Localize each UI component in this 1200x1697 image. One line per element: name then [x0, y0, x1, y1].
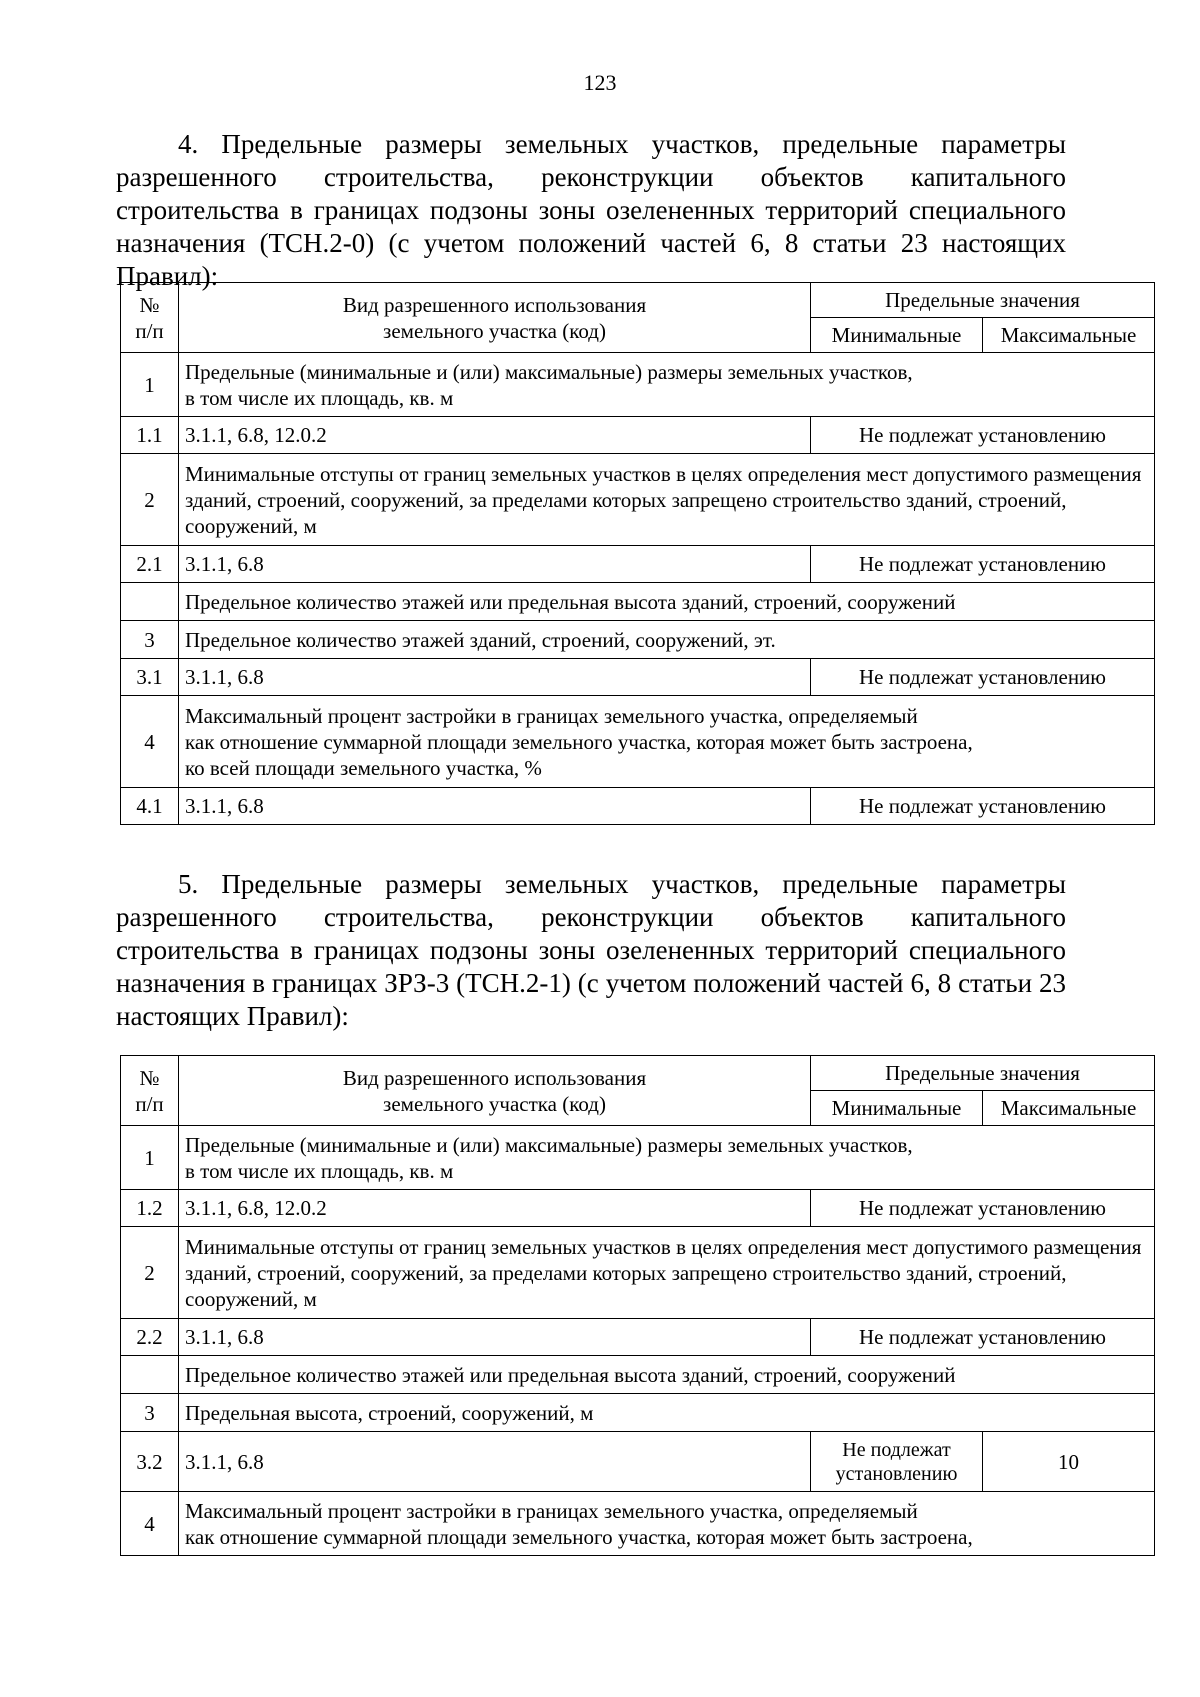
row-value: Не подлежат установлению — [811, 546, 1155, 583]
table-row — [121, 1492, 1155, 1556]
row-text: Минимальные отступы от границ земельных участков в целях определения мест допустимого размещения зданий, строений, сооружений, за пределами которых запрещено строительство зданий, строений, сооружений, м — [179, 454, 1155, 546]
row-num — [121, 1356, 179, 1394]
header-limits: Предельные значения — [811, 1056, 1155, 1091]
row-code: 3.1.1, 6.8 — [179, 1432, 811, 1492]
section-4-table — [120, 282, 1155, 825]
row-max-value: 10 — [983, 1432, 1155, 1492]
row-text: Предельное количество этажей или предельная высота зданий, строений, сооружений — [179, 1356, 1155, 1394]
section-5-table — [120, 1055, 1155, 1556]
row-text: Предельное количество этажей или предельная высота зданий, строений, сооружений — [179, 583, 1155, 621]
row-value: Не подлежат установлению — [811, 659, 1155, 696]
row-code: 3.1.1, 6.8 — [179, 788, 811, 825]
row-text: Предельная высота, строений, сооружений, м — [179, 1394, 1155, 1432]
section-5-paragraph — [116, 868, 1066, 1033]
table-row — [121, 621, 1155, 659]
table-row — [121, 1356, 1155, 1394]
row-num: 1.1 — [121, 417, 179, 454]
row-text: Предельные (минимальные и (или) максимальные) размеры земельных участков, в том числе их площадь, кв. м — [179, 1126, 1155, 1190]
row-text: Предельные (минимальные и (или) максимальные) размеры земельных участков, в том числе их площадь, кв. м — [179, 353, 1155, 417]
header-type: Вид разрешенного использования земельного участка (код) — [179, 1056, 811, 1126]
table-row — [121, 1432, 1155, 1492]
row-code: 3.1.1, 6.8, 12.0.2 — [179, 417, 811, 454]
section-4-paragraph — [116, 128, 1066, 293]
row-value: Не подлежат установлению — [811, 1319, 1155, 1356]
table-row — [121, 454, 1155, 546]
row-num: 4.1 — [121, 788, 179, 825]
table-row — [121, 1190, 1155, 1227]
table-row — [121, 1319, 1155, 1356]
row-num: 4 — [121, 696, 179, 788]
row-code: 3.1.1, 6.8 — [179, 1319, 811, 1356]
row-value: Не подлежат установлению — [811, 1190, 1155, 1227]
row-text: Предельное количество этажей зданий, строений, сооружений, эт. — [179, 621, 1155, 659]
row-code: 3.1.1, 6.8 — [179, 659, 811, 696]
row-num: 2 — [121, 454, 179, 546]
header-min: Минимальные — [811, 318, 983, 353]
row-num: 3.1 — [121, 659, 179, 696]
section-4-text: 4. Предельные размеры земельных участков, предельные параметры разрешенного строительства, реконструкции объектов капитального строительства в границах подзоны зоны озелененных территорий специального назначения (ТСН.2-0) (с учетом положений частей 6, 8 статьи 23 настоящих Правил): — [116, 129, 1066, 291]
table-row — [121, 417, 1155, 454]
header-num: № п/п — [121, 1056, 179, 1126]
header-max: Максимальные — [983, 1091, 1155, 1126]
row-num: 1 — [121, 353, 179, 417]
row-num: 1 — [121, 1126, 179, 1190]
row-num: 4 — [121, 1492, 179, 1556]
table-row — [121, 696, 1155, 788]
row-min-value: Не подлежат установлению — [811, 1432, 983, 1492]
row-value: Не подлежат установлению — [811, 417, 1155, 454]
section-5-text: 5. Предельные размеры земельных участков, предельные параметры разрешенного строительства, реконструкции объектов капитального строительства в границах подзоны зоны озелененных территорий специального назначения в границах ЗРЗ-3 (ТСН.2-1) (с учетом положений частей 6, 8 статьи 23 настоящих Правил): — [116, 869, 1066, 1031]
row-text: Минимальные отступы от границ земельных участков в целях определения мест допустимого размещения зданий, строений, сооружений, за пределами которых запрещено строительство зданий, строений, сооружений, м — [179, 1227, 1155, 1319]
table-row — [121, 583, 1155, 621]
table-row — [121, 659, 1155, 696]
header-min: Минимальные — [811, 1091, 983, 1126]
row-num — [121, 583, 179, 621]
row-num: 2 — [121, 1227, 179, 1319]
page-number: 123 — [583, 70, 617, 95]
header-max: Максимальные — [983, 318, 1155, 353]
table-row — [121, 353, 1155, 417]
header-type: Вид разрешенного использования земельного участка (код) — [179, 283, 811, 353]
row-value: Не подлежат установлению — [811, 788, 1155, 825]
row-text: Максимальный процент застройки в границах земельного участка, определяемый как отношение суммарной площади земельного участка, которая может быть застроена, — [179, 1492, 1155, 1556]
row-code: 3.1.1, 6.8 — [179, 546, 811, 583]
row-num: 3 — [121, 1394, 179, 1432]
header-num: № п/п — [121, 283, 179, 353]
row-num: 1.2 — [121, 1190, 179, 1227]
row-num: 2.1 — [121, 546, 179, 583]
row-code: 3.1.1, 6.8, 12.0.2 — [179, 1190, 811, 1227]
row-num: 3 — [121, 621, 179, 659]
table-row — [121, 1126, 1155, 1190]
table-row — [121, 1227, 1155, 1319]
table-row — [121, 1394, 1155, 1432]
table-row — [121, 546, 1155, 583]
header-limits: Предельные значения — [811, 283, 1155, 318]
table-row — [121, 788, 1155, 825]
row-num: 2.2 — [121, 1319, 179, 1356]
row-text: Максимальный процент застройки в границах земельного участка, определяемый как отношение суммарной площади земельного участка, которая может быть застроена, ко всей площади земельного участка, % — [179, 696, 1155, 788]
row-num: 3.2 — [121, 1432, 179, 1492]
